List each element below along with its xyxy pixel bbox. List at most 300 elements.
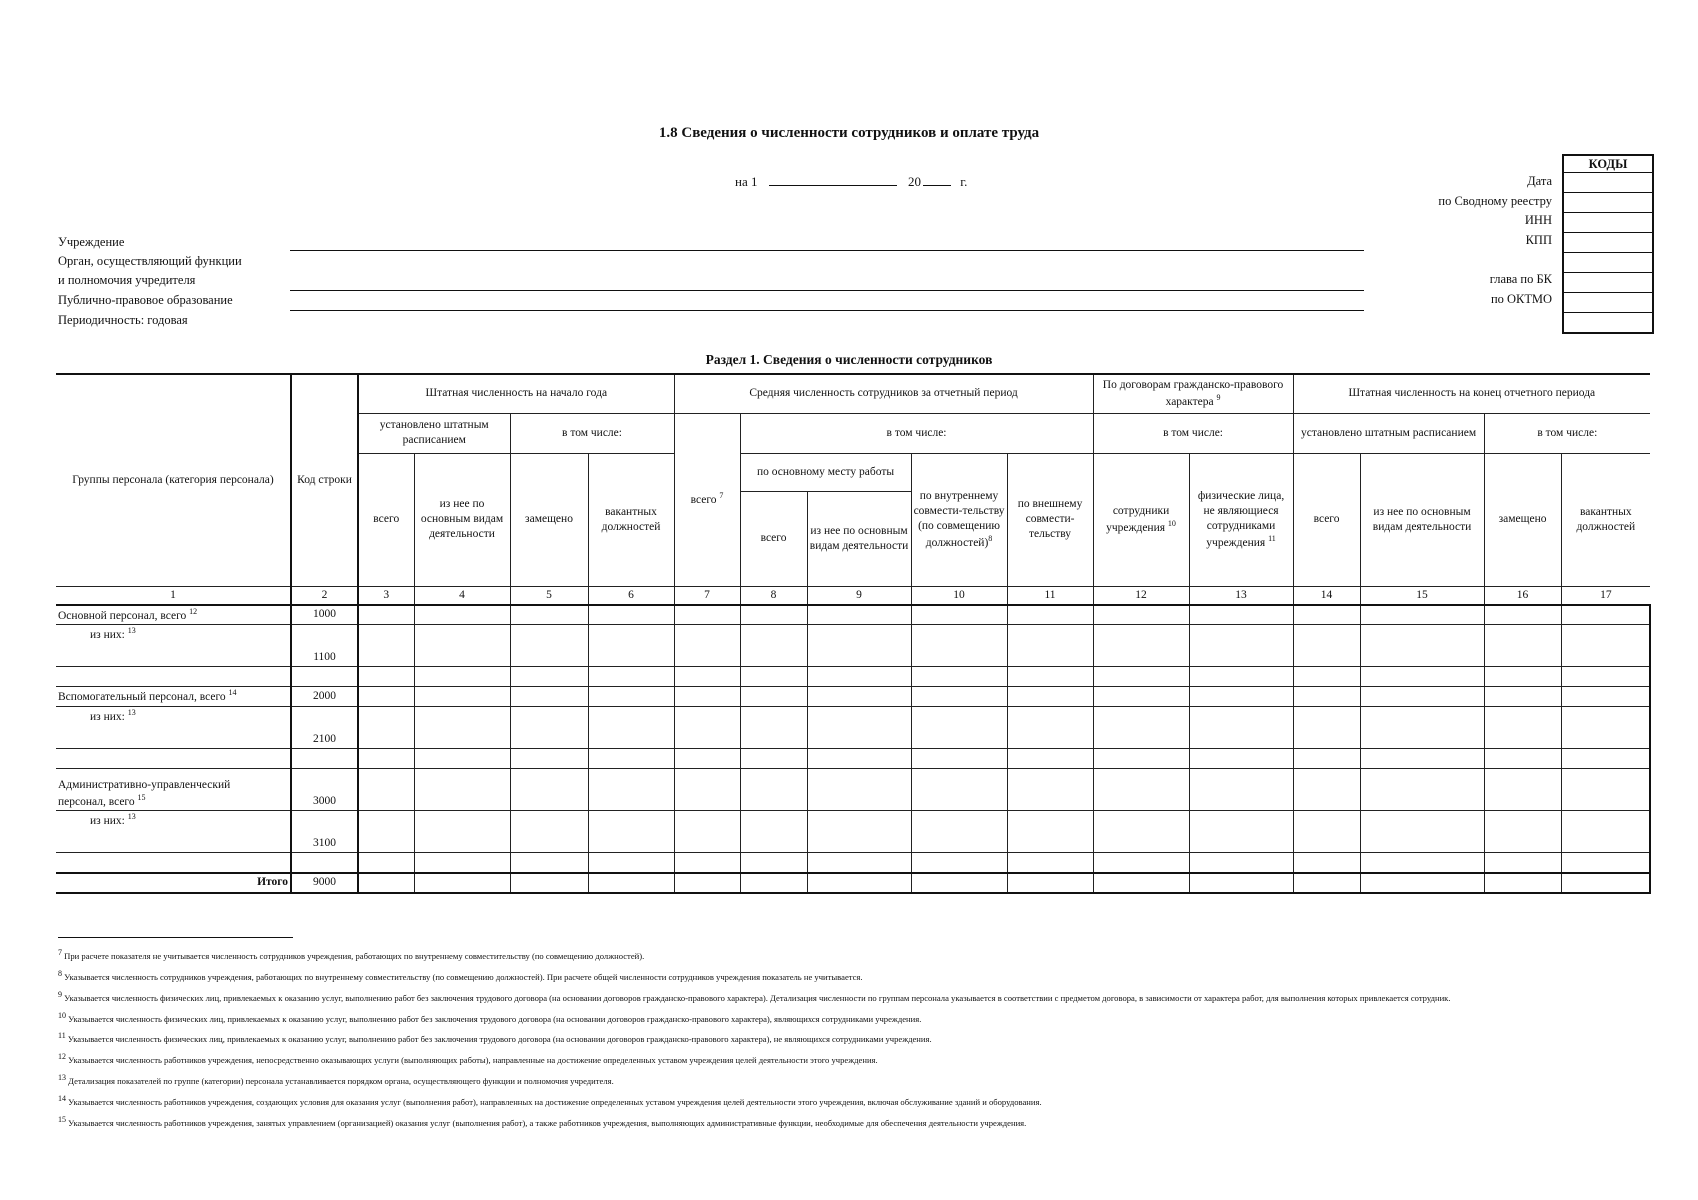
table-row bbox=[56, 873, 1650, 893]
data-cell[interactable] bbox=[358, 811, 414, 853]
row-3000-label-line-2: персонал, всего bbox=[58, 795, 135, 808]
header-average: Средняя численность сотрудников за отчетный период bbox=[674, 374, 1093, 413]
data-cell[interactable] bbox=[674, 853, 740, 873]
footnote bbox=[58, 965, 1598, 986]
row-3000-footnote-ref: 15 bbox=[137, 792, 146, 802]
fn-ref-9: 9 bbox=[1216, 392, 1221, 402]
fn-ref-8: 8 bbox=[988, 533, 993, 543]
col-num-3: 3 bbox=[358, 586, 414, 605]
section-title: Раздел 1. Сведения о численности сотрудников bbox=[705, 352, 993, 367]
data-cell[interactable] bbox=[1484, 687, 1561, 707]
data-cell[interactable] bbox=[740, 811, 807, 853]
data-cell[interactable] bbox=[414, 687, 510, 707]
data-cell[interactable] bbox=[588, 687, 674, 707]
footnote bbox=[58, 1007, 1598, 1028]
code-cell-bk[interactable] bbox=[1564, 273, 1652, 293]
data-cell[interactable] bbox=[1007, 853, 1093, 873]
header-incl-gph: в том числе: bbox=[1093, 413, 1293, 453]
footnote bbox=[58, 944, 1598, 965]
data-cell[interactable] bbox=[1093, 811, 1189, 853]
data-cell[interactable] bbox=[1293, 853, 1360, 873]
data-cell[interactable] bbox=[674, 873, 740, 893]
footnote bbox=[58, 1090, 1598, 1111]
col-num-11: 11 bbox=[1007, 586, 1093, 605]
data-cell[interactable] bbox=[674, 811, 740, 853]
data-cell[interactable] bbox=[1484, 853, 1561, 873]
data-cell[interactable] bbox=[358, 853, 414, 873]
data-cell[interactable] bbox=[1360, 667, 1484, 687]
data-cell[interactable] bbox=[807, 769, 911, 811]
col-num-16: 16 bbox=[1484, 586, 1561, 605]
data-cell[interactable] bbox=[740, 687, 807, 707]
public-entity-field[interactable] bbox=[290, 310, 1364, 311]
data-cell[interactable] bbox=[674, 625, 740, 667]
data-cell[interactable] bbox=[588, 625, 674, 667]
data-cell[interactable] bbox=[1093, 625, 1189, 667]
header-established-end: установлено штатным расписанием bbox=[1293, 413, 1484, 453]
data-cell[interactable] bbox=[674, 605, 740, 625]
row-3100-code: 3100 bbox=[291, 811, 358, 853]
row-2100-label-text: из них: bbox=[90, 711, 125, 724]
data-cell[interactable] bbox=[510, 687, 588, 707]
data-cell[interactable] bbox=[1561, 707, 1650, 749]
data-cell[interactable] bbox=[807, 853, 911, 873]
data-cell[interactable] bbox=[1360, 769, 1484, 811]
col-num-4: 4 bbox=[414, 586, 510, 605]
table-row bbox=[56, 667, 1650, 687]
data-cell[interactable] bbox=[414, 707, 510, 749]
row-1000-label bbox=[56, 605, 291, 625]
row-2100-label bbox=[56, 707, 291, 749]
data-cell[interactable] bbox=[911, 873, 1007, 893]
row-3000-label bbox=[56, 769, 291, 811]
data-cell[interactable] bbox=[1561, 625, 1650, 667]
footnote-text: Указывается численность работников учреждения, создающих условия для оказания услуг (выполнения работ), направленных на достижение определенных уставом учреждения целей деятельности этого учреждения, включая обслуживание зданий и оборудования. bbox=[68, 1096, 1042, 1107]
data-cell[interactable] bbox=[1293, 707, 1360, 749]
data-cell[interactable] bbox=[911, 667, 1007, 687]
data-cell[interactable] bbox=[1007, 769, 1093, 811]
code-cell-kpp[interactable] bbox=[1564, 233, 1652, 253]
data-cell[interactable] bbox=[588, 667, 674, 687]
date-year-field[interactable] bbox=[923, 173, 951, 186]
table-row bbox=[56, 625, 1650, 667]
code-cell-blank[interactable] bbox=[1564, 253, 1652, 273]
row-3000-code: 3000 bbox=[291, 769, 358, 811]
footnote-text: Указывается численность сотрудников учреждения, работающих по внутреннему совместительству (по совмещению должностей). При расчете общей численности сотрудников учреждения показатель не учитывается. bbox=[64, 971, 863, 982]
row-2100-footnote-ref: 13 bbox=[127, 708, 136, 718]
fn-ref-11: 11 bbox=[1268, 533, 1276, 543]
page-title: 1.8 Сведения о численности сотрудников и оплате труда bbox=[658, 125, 1040, 141]
data-cell[interactable] bbox=[807, 707, 911, 749]
data-cell[interactable] bbox=[414, 811, 510, 853]
data-cell[interactable] bbox=[510, 873, 588, 893]
data-cell[interactable] bbox=[1561, 769, 1650, 811]
data-cell[interactable] bbox=[1007, 749, 1093, 769]
data-cell[interactable] bbox=[1093, 749, 1189, 769]
header-incl-end: в том числе: bbox=[1484, 413, 1650, 453]
data-cell[interactable] bbox=[1484, 769, 1561, 811]
data-cell[interactable] bbox=[510, 667, 588, 687]
row-2100-code: 2100 bbox=[291, 707, 358, 749]
header-gph: По договорам гражданско-правового характера $^9$ bbox=[1093, 374, 1293, 413]
data-cell[interactable] bbox=[358, 769, 414, 811]
data-cell[interactable] bbox=[1093, 687, 1189, 707]
header-avg-total: всего $^7$ bbox=[674, 413, 740, 586]
row-2100-blank-code bbox=[291, 749, 358, 769]
footnote-text: Указывается численность физических лиц, привлекаемых к оказанию услуг, выполнению работ без заключения трудового договора (на основании договоров гражданско-правового характера). Детализация численности по группам персонала указывается в соответствии с предметом договора, в зависимости от характера работ, для выполнения которых привлекается сотрудник. bbox=[64, 992, 1451, 1003]
data-cell[interactable] bbox=[1007, 707, 1093, 749]
footnote-mark: 13 bbox=[58, 1073, 66, 1083]
code-cell-extra[interactable] bbox=[1564, 313, 1652, 332]
fn-ref-10: 10 bbox=[1167, 518, 1176, 528]
data-cell[interactable] bbox=[1360, 625, 1484, 667]
header-incl-start: в том числе: bbox=[510, 413, 674, 453]
header-end-filled: замещено bbox=[1484, 453, 1561, 586]
row-3000-label-line-1: Административно-управленческий bbox=[58, 778, 231, 791]
data-cell[interactable] bbox=[1093, 707, 1189, 749]
data-cell[interactable] bbox=[740, 667, 807, 687]
data-cell[interactable] bbox=[1360, 853, 1484, 873]
data-cell[interactable] bbox=[1360, 749, 1484, 769]
header-end-main: из нее по основным видам деятельности bbox=[1360, 453, 1484, 586]
footnote bbox=[58, 1048, 1598, 1069]
data-cell[interactable] bbox=[740, 707, 807, 749]
data-cell[interactable] bbox=[807, 667, 911, 687]
row-1000-code: 1000 bbox=[291, 605, 358, 625]
data-cell[interactable] bbox=[1360, 605, 1484, 625]
header-end-vacant: вакантных должностей bbox=[1561, 453, 1650, 586]
col-num-14: 14 bbox=[1293, 586, 1360, 605]
data-cell[interactable] bbox=[510, 853, 588, 873]
data-cell[interactable] bbox=[1189, 853, 1293, 873]
data-cell[interactable] bbox=[1189, 687, 1293, 707]
data-cell[interactable] bbox=[807, 605, 911, 625]
footnote bbox=[58, 1027, 1598, 1048]
footnote-text: Указывается численность работников учреждения, занятых управлением (организацией) оказания услуг (выполнения работ), а также работников учреждения, выполняющих административные функции, необходимые для обеспечения деятельности учреждения. bbox=[68, 1117, 1027, 1128]
row-1100-label-text: из них: bbox=[90, 629, 125, 642]
col-num-8: 8 bbox=[740, 586, 807, 605]
row-1100-blank-code bbox=[291, 667, 358, 687]
table-row bbox=[56, 707, 1650, 749]
code-cell-date[interactable] bbox=[1564, 173, 1652, 193]
data-cell[interactable] bbox=[740, 853, 807, 873]
label-kpp: КПП bbox=[1525, 233, 1552, 247]
data-cell[interactable] bbox=[588, 707, 674, 749]
data-cell[interactable] bbox=[358, 605, 414, 625]
data-cell[interactable] bbox=[1093, 853, 1189, 873]
col-num-1: 1 bbox=[56, 586, 291, 605]
col-num-12: 12 bbox=[1093, 586, 1189, 605]
data-cell[interactable] bbox=[358, 749, 414, 769]
data-cell[interactable] bbox=[1561, 605, 1650, 625]
row-1100-label bbox=[56, 625, 291, 667]
row-1100-footnote-ref: 13 bbox=[127, 626, 136, 636]
data-cell[interactable] bbox=[1484, 873, 1561, 893]
data-cell[interactable] bbox=[1484, 749, 1561, 769]
footnote-separator bbox=[58, 937, 293, 938]
data-cell[interactable] bbox=[1293, 873, 1360, 893]
row-total-label bbox=[56, 873, 291, 893]
table-body bbox=[56, 605, 1650, 893]
data-cell[interactable] bbox=[1189, 873, 1293, 893]
label-public-entity: Публично-правовое образование bbox=[58, 293, 233, 307]
footnote bbox=[58, 1111, 1598, 1132]
row-2100-blank-label bbox=[56, 749, 291, 769]
data-cell[interactable] bbox=[1093, 873, 1189, 893]
data-cell[interactable] bbox=[510, 625, 588, 667]
data-cell[interactable] bbox=[358, 707, 414, 749]
footnote bbox=[58, 1069, 1598, 1090]
header-start-filled: замещено bbox=[510, 453, 588, 586]
col-num-7: 7 bbox=[674, 586, 740, 605]
footnote-text: Указывается численность физических лиц, привлекаемых к оказанию услуг, выполнению работ без заключения трудового договора (на основании договоров гражданско-правового характера), являющихся сотрудниками учреждения. bbox=[68, 1013, 922, 1024]
data-cell[interactable] bbox=[807, 687, 911, 707]
header-external: по внешнему совмести-тельству bbox=[1007, 453, 1093, 586]
data-cell[interactable] bbox=[588, 605, 674, 625]
header-established-start: установлено штатным расписанием bbox=[358, 413, 510, 453]
report-date-line bbox=[735, 173, 967, 190]
header-internal: по внутреннему совмести-тельству (по совмещению должностей)$^8$ bbox=[911, 453, 1007, 586]
data-cell[interactable] bbox=[1293, 769, 1360, 811]
data-cell[interactable] bbox=[1189, 769, 1293, 811]
footnote-mark: 10 bbox=[58, 1010, 66, 1020]
table-row bbox=[56, 769, 1650, 811]
row-2000-label bbox=[56, 687, 291, 707]
row-1000-footnote-ref: 12 bbox=[189, 606, 198, 616]
data-cell[interactable] bbox=[1189, 667, 1293, 687]
col-num-5: 5 bbox=[510, 586, 588, 605]
data-cell[interactable] bbox=[1293, 605, 1360, 625]
data-cell[interactable] bbox=[1360, 873, 1484, 893]
table-row bbox=[56, 605, 1650, 625]
data-cell[interactable] bbox=[1360, 687, 1484, 707]
data-cell[interactable] bbox=[911, 605, 1007, 625]
data-cell[interactable] bbox=[1484, 811, 1561, 853]
data-cell[interactable] bbox=[740, 873, 807, 893]
footnote-text: Детализация показателей по группе (категории) персонала устанавливается порядком органа, осуществляющего функции и полномочия учредителя. bbox=[68, 1076, 614, 1087]
data-cell[interactable] bbox=[807, 873, 911, 893]
code-cell-oktmo[interactable] bbox=[1564, 293, 1652, 313]
staff-table bbox=[56, 373, 1651, 894]
data-cell[interactable] bbox=[1189, 749, 1293, 769]
data-cell[interactable] bbox=[1189, 605, 1293, 625]
label-inn: ИНН bbox=[1524, 213, 1552, 227]
data-cell[interactable] bbox=[510, 769, 588, 811]
data-cell[interactable] bbox=[510, 605, 588, 625]
table-row bbox=[56, 811, 1650, 853]
data-cell[interactable] bbox=[1561, 687, 1650, 707]
data-cell[interactable] bbox=[358, 873, 414, 893]
label-date: Дата bbox=[1527, 174, 1552, 188]
footnote-mark: 11 bbox=[58, 1031, 66, 1041]
header-main-place-main: из нее по основным видам деятельности bbox=[807, 491, 911, 586]
data-cell[interactable] bbox=[674, 707, 740, 749]
data-cell[interactable] bbox=[414, 769, 510, 811]
data-cell[interactable] bbox=[588, 749, 674, 769]
data-cell[interactable] bbox=[1360, 811, 1484, 853]
col-num-15: 15 bbox=[1360, 586, 1484, 605]
institution-field[interactable] bbox=[290, 250, 1364, 251]
data-cell[interactable] bbox=[358, 687, 414, 707]
data-cell[interactable] bbox=[1293, 811, 1360, 853]
data-cell[interactable] bbox=[674, 769, 740, 811]
data-cell[interactable] bbox=[1484, 707, 1561, 749]
row-3100-label-text: из них: bbox=[90, 815, 125, 828]
data-cell[interactable] bbox=[674, 687, 740, 707]
data-cell[interactable] bbox=[588, 769, 674, 811]
table-row bbox=[56, 687, 1650, 707]
code-cell-registry[interactable] bbox=[1564, 193, 1652, 213]
data-cell[interactable] bbox=[414, 853, 510, 873]
data-cell[interactable] bbox=[911, 749, 1007, 769]
date-prefix: на 1 bbox=[735, 174, 758, 189]
footnote-mark: 15 bbox=[58, 1114, 66, 1124]
data-cell[interactable] bbox=[358, 667, 414, 687]
data-cell[interactable] bbox=[1561, 811, 1650, 853]
data-cell[interactable] bbox=[911, 769, 1007, 811]
header-end-period: Штатная численность на конец отчетного периода bbox=[1293, 374, 1650, 413]
data-cell[interactable] bbox=[1093, 667, 1189, 687]
data-cell[interactable] bbox=[1561, 667, 1650, 687]
footnote-mark: 9 bbox=[58, 989, 62, 999]
data-cell[interactable] bbox=[510, 707, 588, 749]
data-cell[interactable] bbox=[1561, 853, 1650, 873]
row-2000-label-text: Вспомогательный персонал, всего bbox=[58, 691, 226, 704]
row-1000-label-text: Основной персонал, всего bbox=[58, 609, 187, 622]
label-periodicity: Периодичность: годовая bbox=[58, 313, 188, 327]
header-gph-staff: сотрудники учреждения $^{10}$ bbox=[1093, 453, 1189, 586]
row-3100-blank-code bbox=[291, 853, 358, 873]
founder-field[interactable] bbox=[290, 290, 1364, 291]
col-num-9: 9 bbox=[807, 586, 911, 605]
data-cell[interactable] bbox=[911, 687, 1007, 707]
label-oktmo: по ОКТМО bbox=[1490, 292, 1552, 306]
data-cell[interactable] bbox=[588, 873, 674, 893]
data-cell[interactable] bbox=[588, 853, 674, 873]
codes-header: КОДЫ bbox=[1564, 156, 1652, 173]
data-cell[interactable] bbox=[588, 811, 674, 853]
data-cell[interactable] bbox=[740, 625, 807, 667]
data-cell[interactable] bbox=[414, 625, 510, 667]
data-cell[interactable] bbox=[911, 707, 1007, 749]
label-registry: по Сводному реестру bbox=[1438, 194, 1552, 208]
footnote bbox=[58, 986, 1598, 1007]
data-cell[interactable] bbox=[1484, 667, 1561, 687]
data-cell[interactable] bbox=[414, 667, 510, 687]
data-cell[interactable] bbox=[807, 749, 911, 769]
col-num-2: 2 bbox=[291, 586, 358, 605]
col-num-17: 17 bbox=[1561, 586, 1650, 605]
data-cell[interactable] bbox=[807, 811, 911, 853]
data-cell[interactable] bbox=[1360, 707, 1484, 749]
date-suffix: г. bbox=[960, 174, 968, 189]
data-cell[interactable] bbox=[1189, 707, 1293, 749]
footnote-mark: 12 bbox=[58, 1052, 66, 1062]
data-cell[interactable] bbox=[1093, 605, 1189, 625]
header-start-total: всего bbox=[358, 453, 414, 586]
footnote-text: Указывается численность физических лиц, привлекаемых к оказанию услуг, выполнению работ без заключения трудового договора (на основании договоров гражданско-правового характера), не являющихся сотрудниками учреждения. bbox=[67, 1034, 932, 1045]
header-main-place: по основному месту работы bbox=[740, 453, 911, 491]
row-3100-blank-label bbox=[56, 853, 291, 873]
footnote-text: Указывается численность работников учреждения, непосредственно оказывающих услуги (выполняющих работы), направленные на достижение определенных уставом учреждения целей деятельности этого учреждения. bbox=[68, 1055, 878, 1066]
row-2000-footnote-ref: 14 bbox=[228, 688, 237, 698]
fn-ref-7: 7 bbox=[719, 491, 724, 501]
footnote-text: При расчете показателя не учитывается численность сотрудников учреждения, работающих по внутреннему совместительству (по совмещению должностей). bbox=[64, 950, 645, 961]
header-code: Код строки bbox=[291, 374, 358, 586]
data-cell[interactable] bbox=[1007, 873, 1093, 893]
data-cell[interactable] bbox=[911, 853, 1007, 873]
data-cell[interactable] bbox=[1293, 687, 1360, 707]
data-cell[interactable] bbox=[1189, 811, 1293, 853]
col-num-13: 13 bbox=[1189, 586, 1293, 605]
data-cell[interactable] bbox=[1189, 625, 1293, 667]
col-num-6: 6 bbox=[588, 586, 674, 605]
row-1100-blank-label bbox=[56, 667, 291, 687]
data-cell[interactable] bbox=[414, 873, 510, 893]
data-cell[interactable] bbox=[510, 749, 588, 769]
footnote-mark: 7 bbox=[58, 948, 62, 957]
data-cell[interactable] bbox=[358, 625, 414, 667]
data-cell[interactable] bbox=[1293, 667, 1360, 687]
data-cell[interactable] bbox=[510, 811, 588, 853]
data-cell[interactable] bbox=[740, 769, 807, 811]
footnotes bbox=[58, 944, 1598, 1132]
table-row bbox=[56, 749, 1650, 769]
date-day-month-field[interactable] bbox=[769, 173, 897, 186]
date-year-prefix: 20 bbox=[907, 174, 921, 189]
header-groups: Группы персонала (категория персонала) bbox=[56, 374, 291, 586]
data-cell[interactable] bbox=[1561, 749, 1650, 769]
label-bk: глава по БК bbox=[1489, 272, 1552, 286]
data-cell[interactable] bbox=[1007, 811, 1093, 853]
header-gph-individuals: физические лица, не являющиеся сотрудниками учреждения $^{11}$ bbox=[1189, 453, 1293, 586]
row-3100-footnote-ref: 13 bbox=[127, 812, 136, 822]
data-cell[interactable] bbox=[1561, 873, 1650, 893]
data-cell[interactable] bbox=[1007, 625, 1093, 667]
label-institution: Учреждение bbox=[58, 235, 125, 249]
row-total-code: 9000 bbox=[291, 873, 358, 893]
data-cell[interactable] bbox=[740, 749, 807, 769]
footnote-mark: 14 bbox=[58, 1094, 66, 1104]
label-founder-2: и полномочия учредителя bbox=[58, 273, 196, 287]
data-cell[interactable] bbox=[1484, 625, 1561, 667]
header-start-year: Штатная численность на начало года bbox=[358, 374, 674, 413]
row-3100-label bbox=[56, 811, 291, 853]
data-cell[interactable] bbox=[1484, 605, 1561, 625]
row-total-label-text: Итого bbox=[257, 876, 288, 889]
data-cell[interactable] bbox=[807, 625, 911, 667]
data-cell[interactable] bbox=[674, 667, 740, 687]
data-cell[interactable] bbox=[414, 605, 510, 625]
header-start-main: из нее по основным видам деятельности bbox=[414, 453, 510, 586]
data-cell[interactable] bbox=[1093, 769, 1189, 811]
row-2000-code: 2000 bbox=[291, 687, 358, 707]
data-cell[interactable] bbox=[414, 749, 510, 769]
data-cell[interactable] bbox=[1293, 625, 1360, 667]
table-row bbox=[56, 853, 1650, 873]
data-cell[interactable] bbox=[740, 605, 807, 625]
row-1100-code: 1100 bbox=[291, 625, 358, 667]
data-cell[interactable] bbox=[1293, 749, 1360, 769]
data-cell[interactable] bbox=[1007, 687, 1093, 707]
data-cell[interactable] bbox=[674, 749, 740, 769]
data-cell[interactable] bbox=[1007, 605, 1093, 625]
data-cell[interactable] bbox=[911, 625, 1007, 667]
data-cell[interactable] bbox=[1007, 667, 1093, 687]
data-cell[interactable] bbox=[911, 811, 1007, 853]
codes-box bbox=[1562, 154, 1654, 334]
code-cell-inn[interactable] bbox=[1564, 213, 1652, 233]
